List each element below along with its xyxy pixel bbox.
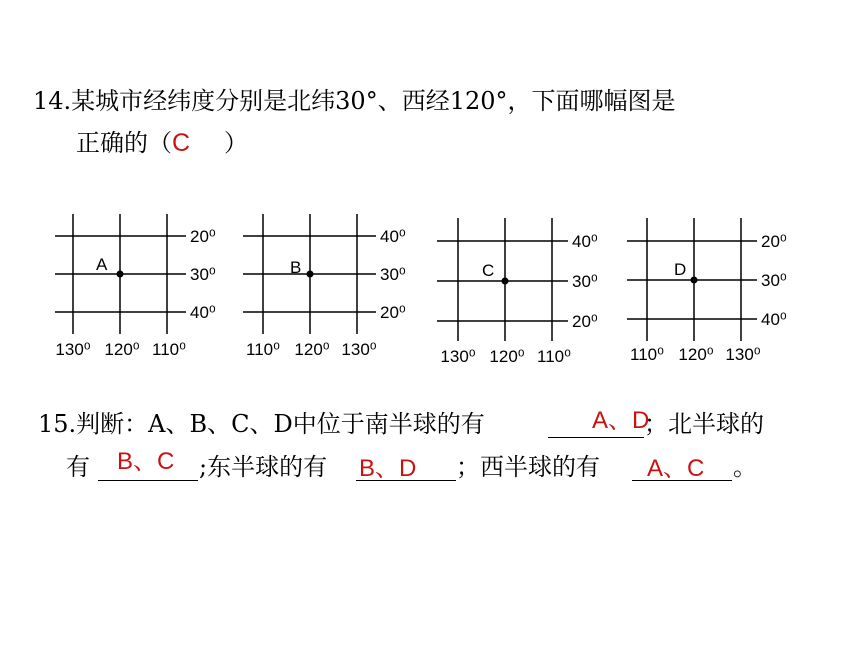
q15-blank-south bbox=[548, 437, 644, 438]
grid-a-point-label: A bbox=[96, 255, 108, 274]
grid-a-lon-label-2: 120⁰ bbox=[104, 340, 140, 359]
q15-text-west: ；西半球的有 bbox=[456, 453, 600, 481]
grid-d-lat-label-2: 30⁰ bbox=[761, 271, 787, 290]
q15-answer-north: B、C bbox=[117, 448, 175, 475]
grid-b-lon-label-2: 120⁰ bbox=[294, 340, 330, 359]
grid-diagrams bbox=[0, 200, 860, 580]
grid-d-lon-label-3: 130⁰ bbox=[725, 345, 761, 364]
q14-text-suffix: ） bbox=[224, 129, 248, 157]
q15-answer-east: B、D bbox=[359, 455, 417, 482]
grid-c-lat-label-3: 20⁰ bbox=[572, 312, 598, 331]
q15-blank-north bbox=[98, 480, 198, 481]
grid-c-lat-label-2: 30⁰ bbox=[572, 272, 598, 291]
grid-b-point-label: B bbox=[290, 258, 302, 277]
grid-b-lat-label-2: 30⁰ bbox=[380, 265, 406, 284]
q15-text-line1-suffix: ；北半球的 bbox=[644, 410, 764, 438]
grid-b-lat-label-3: 20⁰ bbox=[380, 303, 406, 322]
q15-line2-part3 bbox=[456, 452, 600, 482]
q15-line2-part1 bbox=[66, 452, 90, 482]
grid-d-lat-label-3: 40⁰ bbox=[761, 310, 787, 329]
grid-d-lon-label-2: 120⁰ bbox=[678, 345, 714, 364]
grid-b-lon-label-3: 130⁰ bbox=[341, 340, 377, 359]
q15-line2-part2 bbox=[199, 452, 327, 482]
grid-d-lon-label-1: 110⁰ bbox=[630, 345, 664, 364]
grid-a-lat-label-1: 20⁰ bbox=[190, 227, 216, 246]
q15-text-period: 。 bbox=[733, 453, 757, 481]
q14-text-line1: 14.某城市经纬度分别是北纬30°、西经120°，下面哪幅图是 bbox=[33, 87, 676, 115]
q15-answer-west: A、C bbox=[647, 455, 705, 482]
grid-a-lon-label-3: 110⁰ bbox=[152, 340, 186, 359]
grid-a-lat-label-2: 30⁰ bbox=[190, 265, 216, 284]
grid-c-lat-label-1: 40⁰ bbox=[572, 232, 598, 251]
grid-c-point-label: C bbox=[482, 261, 495, 280]
grid-d-point-label: D bbox=[674, 260, 687, 279]
grid-d-lat-label-1: 20⁰ bbox=[761, 232, 787, 251]
q14-answer: C bbox=[172, 129, 191, 157]
grid-a-point bbox=[117, 271, 124, 278]
grid-b-lat-label-1: 40⁰ bbox=[380, 227, 406, 246]
grid-c-lon-label-1: 130⁰ bbox=[440, 347, 476, 366]
q15-line2-part4 bbox=[733, 452, 757, 482]
q15-line1-suffix bbox=[644, 409, 764, 439]
grid-c-lon-label-2: 120⁰ bbox=[489, 347, 525, 366]
q15-text-east: ;东半球的有 bbox=[199, 453, 328, 481]
grid-c-point bbox=[502, 278, 509, 285]
grid-a-lat-label-3: 40⁰ bbox=[190, 303, 216, 322]
q15-text-you: 有 bbox=[66, 453, 90, 481]
q15-line1 bbox=[38, 409, 485, 439]
q15-answer-south: A、D bbox=[592, 407, 650, 434]
grid-a-lon-label-1: 130⁰ bbox=[55, 340, 91, 359]
grid-b-point bbox=[307, 271, 314, 278]
grid-c-lon-label-3: 110⁰ bbox=[537, 347, 571, 366]
q14-line2 bbox=[76, 128, 248, 158]
q15-text-line1: 15.判断：A、B、C、D中位于南半球的有 bbox=[38, 410, 485, 438]
grid-d-point bbox=[691, 277, 698, 284]
grid-b-lon-label-1: 110⁰ bbox=[246, 340, 280, 359]
q14-text-prefix: 正确的（ bbox=[76, 129, 172, 157]
q14-line1 bbox=[33, 86, 676, 116]
